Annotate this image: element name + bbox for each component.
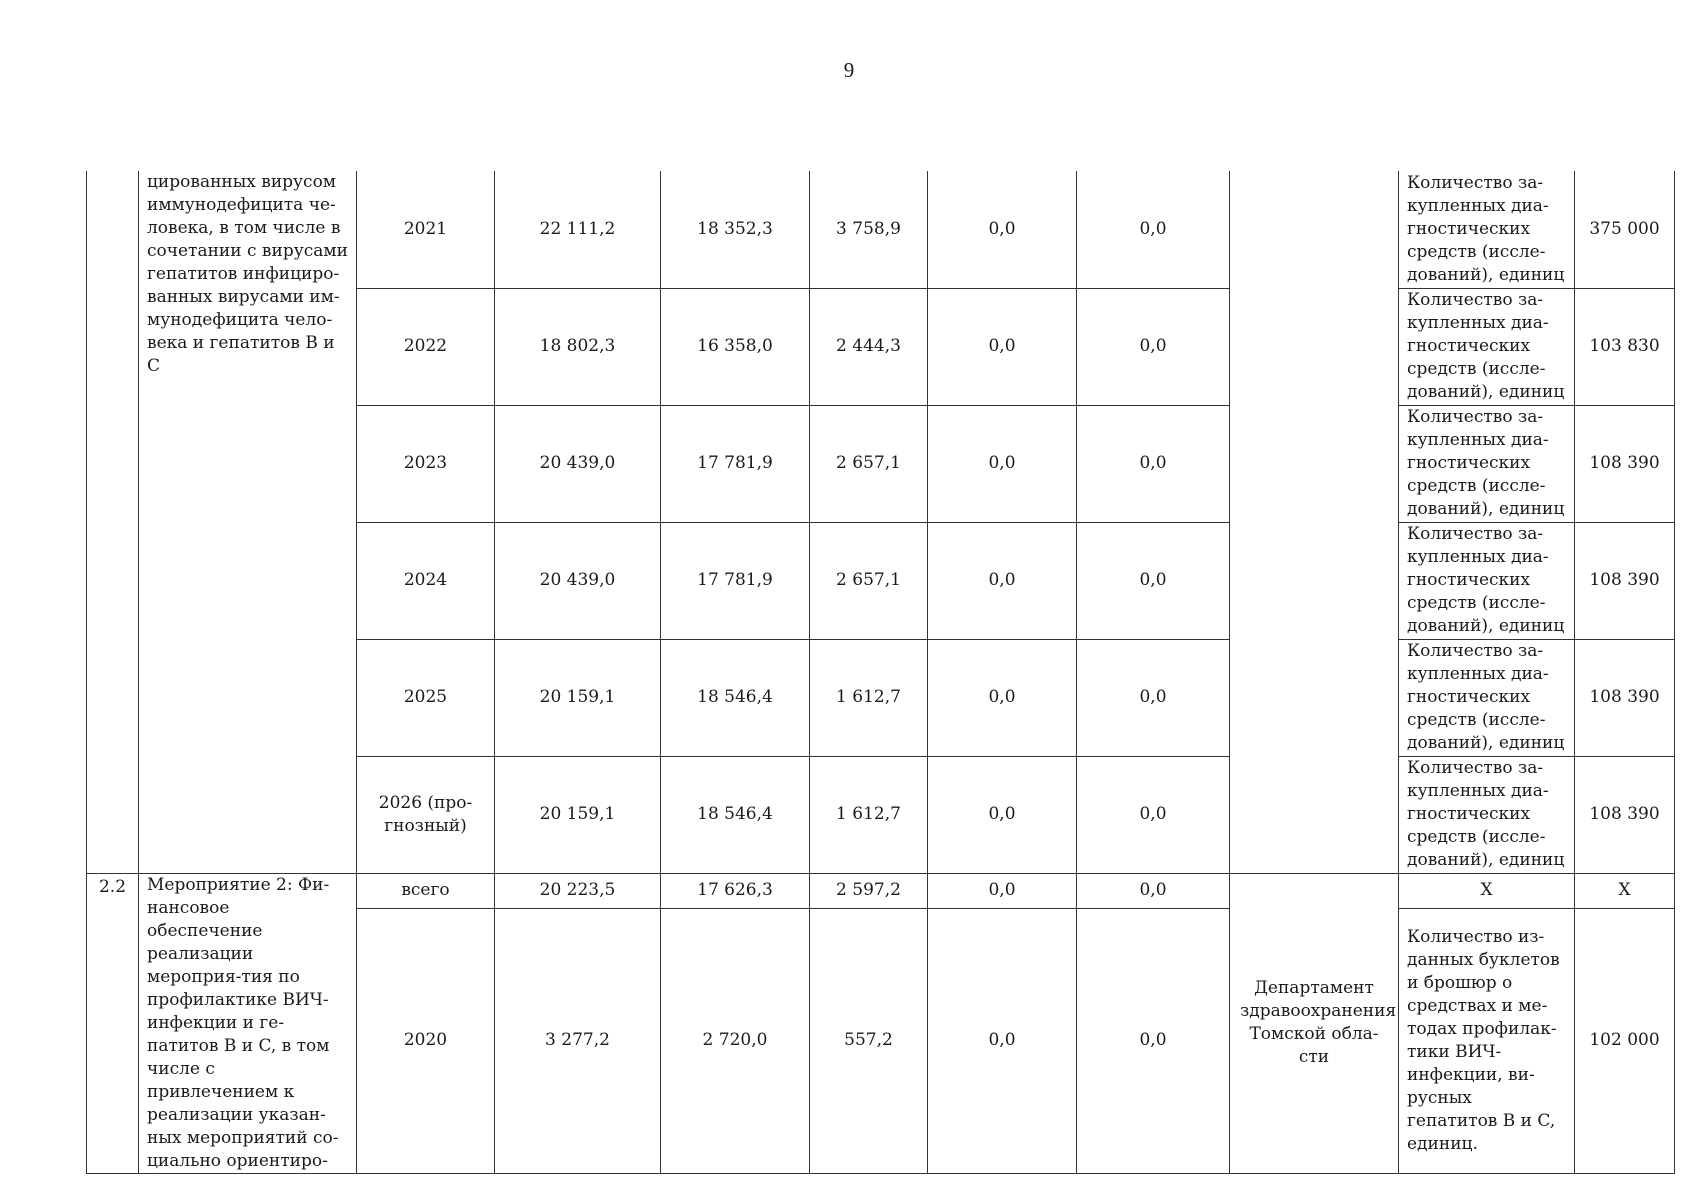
year-cell: 2023 (357, 405, 495, 522)
federal-cell: 18 546,4 (661, 756, 810, 873)
indicator-cell: Количество из-данных буклетов и брошюр о средствах и ме-тодах профилак-тики ВИЧ-инфекции, ви-русных гепатитов B и C, единиц. (1399, 908, 1575, 1173)
indicator-value-cell: 108 390 (1575, 639, 1675, 756)
executor-cell (1230, 171, 1399, 873)
indicator-value-cell: 375 000 (1575, 171, 1675, 288)
local-cell: 0,0 (928, 639, 1077, 756)
measure-description: Мероприятие 2: Фи-нансовое обеспечение реализации мероприя-тия по профилактике ВИЧ-инфекции и ге-патитов B и C, в том числе с привлечением к реализации указан-ных мероприятий со-циально ориентиро- (139, 873, 357, 1173)
indicator-cell: Количество за-купленных диа-гностических средств (иссле-дований), единиц (1399, 405, 1575, 522)
row-number-cell (87, 171, 139, 873)
extra-cell: 0,0 (1077, 522, 1230, 639)
year-cell: всего (357, 873, 495, 908)
regional-cell: 557,2 (810, 908, 928, 1173)
row-number-cell: 2.2 (87, 873, 139, 1173)
extra-cell: 0,0 (1077, 908, 1230, 1173)
extra-cell: 0,0 (1077, 873, 1230, 908)
local-cell: 0,0 (928, 908, 1077, 1173)
federal-cell: 17 781,9 (661, 522, 810, 639)
indicator-value-cell: X (1575, 873, 1675, 908)
federal-cell: 2 720,0 (661, 908, 810, 1173)
federal-cell: 18 352,3 (661, 171, 810, 288)
indicator-cell: Количество за-купленных диа-гностических средств (иссле-дований), единиц (1399, 756, 1575, 873)
total-cell: 20 439,0 (495, 405, 661, 522)
federal-cell: 18 546,4 (661, 639, 810, 756)
indicator-cell: X (1399, 873, 1575, 908)
extra-cell: 0,0 (1077, 405, 1230, 522)
regional-cell: 3 758,9 (810, 171, 928, 288)
total-cell: 18 802,3 (495, 288, 661, 405)
local-cell: 0,0 (928, 873, 1077, 908)
regional-cell: 1 612,7 (810, 639, 928, 756)
total-cell: 20 159,1 (495, 639, 661, 756)
federal-cell: 16 358,0 (661, 288, 810, 405)
total-cell: 20 223,5 (495, 873, 661, 908)
year-cell: 2026 (про-гнозный) (357, 756, 495, 873)
indicator-cell: Количество за-купленных диа-гностических средств (иссле-дований), единиц (1399, 171, 1575, 288)
executor-cell: Департамент здравоохранения Томской обла-сти (1230, 873, 1399, 1173)
table-row (87, 873, 1675, 908)
extra-cell: 0,0 (1077, 288, 1230, 405)
extra-cell: 0,0 (1077, 756, 1230, 873)
year-cell: 2024 (357, 522, 495, 639)
indicator-cell: Количество за-купленных диа-гностических средств (иссле-дований), единиц (1399, 288, 1575, 405)
extra-cell: 0,0 (1077, 639, 1230, 756)
extra-cell: 0,0 (1077, 171, 1230, 288)
federal-cell: 17 626,3 (661, 873, 810, 908)
regional-cell: 2 597,2 (810, 873, 928, 908)
indicator-value-cell: 108 390 (1575, 756, 1675, 873)
year-cell: 2021 (357, 171, 495, 288)
local-cell: 0,0 (928, 171, 1077, 288)
indicator-cell: Количество за-купленных диа-гностических средств (иссле-дований), единиц (1399, 522, 1575, 639)
regional-cell: 2 444,3 (810, 288, 928, 405)
page-number: 9 (843, 58, 855, 82)
total-cell: 20 439,0 (495, 522, 661, 639)
regional-cell: 2 657,1 (810, 405, 928, 522)
local-cell: 0,0 (928, 405, 1077, 522)
indicator-value-cell: 108 390 (1575, 405, 1675, 522)
total-cell: 22 111,2 (495, 171, 661, 288)
local-cell: 0,0 (928, 756, 1077, 873)
indicator-value-cell: 108 390 (1575, 522, 1675, 639)
regional-cell: 1 612,7 (810, 756, 928, 873)
regional-cell: 2 657,1 (810, 522, 928, 639)
measure-description: цированных вирусом иммунодефицита че-ловека, в том числе в сочетании с вирусами гепатитов инфициро-ванных вирусами им-мунодефицита чело-века и гепатитов B и C (139, 171, 357, 873)
total-cell: 3 277,2 (495, 908, 661, 1173)
program-table (86, 171, 1675, 1174)
year-cell: 2025 (357, 639, 495, 756)
year-cell: 2022 (357, 288, 495, 405)
total-cell: 20 159,1 (495, 756, 661, 873)
indicator-value-cell: 102 000 (1575, 908, 1675, 1173)
indicator-cell: Количество за-купленных диа-гностических средств (иссле-дований), единиц (1399, 639, 1575, 756)
federal-cell: 17 781,9 (661, 405, 810, 522)
local-cell: 0,0 (928, 522, 1077, 639)
year-cell: 2020 (357, 908, 495, 1173)
indicator-value-cell: 103 830 (1575, 288, 1675, 405)
table-row (87, 171, 1675, 288)
local-cell: 0,0 (928, 288, 1077, 405)
